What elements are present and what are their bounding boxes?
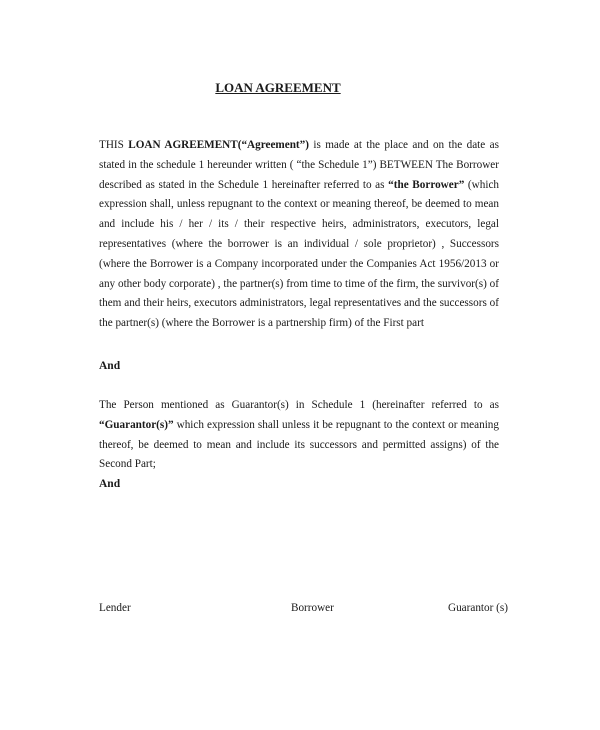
signature-label-guarantor: Guarantor (s)	[448, 602, 508, 614]
document-title	[0, 80, 600, 96]
and-separator-2: And	[99, 478, 121, 490]
para2-text-1: The Person mentioned as Guarantor(s) in Schedule 1 (hereinafter referred to as	[99, 399, 499, 411]
signature-label-lender: Lender	[99, 602, 131, 614]
para2-text-2: which expression shall unless it be repugnant to the context or meaning thereof, be deemed to mean and include its successors and permitted assigns) of the Second Part;	[99, 418, 499, 471]
para1-bold-agreement: LOAN AGREEMENT(“Agreement”)	[128, 139, 309, 151]
para1-text-2: is made at the place and on the date as stated in the schedule 1 hereunder written ( “the Schedule 1”) BETWEEN The Borrower described as stated in the Schedule 1 hereinafter referred to as	[99, 139, 499, 191]
para1-bold-borrower: “the Borrower”	[388, 178, 465, 191]
and-separator-1: And	[99, 360, 121, 372]
signature-label-borrower: Borrower	[291, 602, 334, 614]
document-title-text: LOAN AGREEMENT	[215, 80, 341, 95]
parties-paragraph-borrower	[99, 136, 499, 334]
para1-text-3: (which expression shall, unless repugnant to the context or meaning thereof, be deemed to mean and include his / her / its / their respective heirs, administrators, executors, legal representatives (where the borrower is an individual / sole proprietor) , Successors (where the Borrower is a Company incorporated under the Companies Act 1956/2013 or any other body corporate) , the partner(s) from time to time of the firm, the survivor(s) of them and their heirs, executors administrators, legal representatives and the successors of the partner(s) (where the Borrower is a partnership firm) of the First part	[99, 178, 500, 330]
para1-text-1: THIS	[99, 139, 129, 151]
para2-bold-guarantor: “Guarantor(s)”	[99, 418, 174, 431]
parties-paragraph-guarantor	[99, 396, 499, 475]
